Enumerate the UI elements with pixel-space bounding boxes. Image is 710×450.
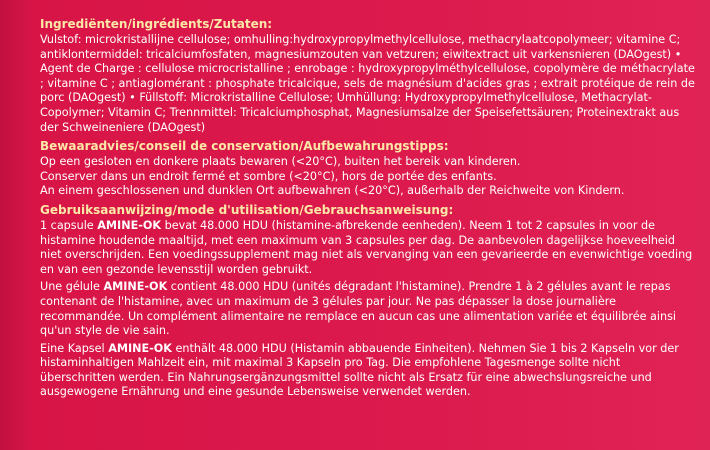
storage-heading: Bewaaradvies/conseil de conservation/Aufbewahrungstipps: [40, 139, 449, 154]
ingredients-text [40, 33, 696, 135]
usage-fr-post: contient 48.000 HDU (unités dégradant l'histamine). Prendre 1 à 2 gélules avant le repas contenant de l'histamine, avec un maximum de 3 gélules par jour. Ne pas dépasser la dose journalière recommandée. Un complément alimentaire ne remplace en aucun cas une alimentation variée et équilibrée ainsi qu'un style de vie sain. [40, 280, 677, 338]
usage-fr-pre: Une gélule [40, 280, 104, 294]
usage-heading: Gebruiksaanwijzing/mode d'utilisation/Gebrauchsanweisung: [40, 202, 454, 217]
ingredients-heading: Ingrediënten/ingrédients/Zutaten: [40, 17, 273, 31]
usage-nl-post: bevat 48.000 HDU (histamine-afbrekende eenheden). Neem 1 tot 2 capsules in voor de histamine houdende maaltijd, met een maximum van 3 capsules per dag. De aanbevolen dagelijkse hoeveelheid niet overschrijden. Een voedingssupplement mag niet als vervanging van een gevarieerde en evenwichtige voeding en van een gezonde levensstijl worden gebruikt. [40, 218, 693, 276]
usage-paragraph-fr [40, 280, 696, 338]
ingredients-section [40, 17, 696, 135]
usage-paragraph-nl [40, 219, 696, 277]
usage-paragraph-de [40, 342, 696, 400]
usage-section [40, 203, 696, 400]
storage-line-fr: Conserver dans un endroit fermé et sombre (<20°C), hors de portée des enfants. [40, 169, 497, 183]
brand-name: AMINE-OK [103, 280, 168, 294]
usage-nl-pre: 1 capsule [40, 218, 98, 232]
storage-section [40, 139, 696, 199]
usage-de-post: enthält 48.000 HDU (Histamin abbauende Einheiten). Nehmen Sie 1 bis 2 Kapseln vor der histaminhaltigen Mahlzeit ein, mit maximal 3 Kapseln pro Tag. Die empfohlene Tagesmenge sollte nicht überschritten werden. Ein Nahrungsergänzungsmittel sollte nicht als Ersatz für eine abwechslungsreiche und ausgewogene Ernährung und eine gesunde Lebensweise verwendet werden. [40, 341, 679, 399]
brand-name: AMINE-OK [108, 341, 172, 355]
usage-de-pre: Eine Kapsel [40, 341, 109, 355]
ingredients-lead: Vulstof: [40, 33, 82, 46]
box-edge [0, 0, 30, 450]
ingredients-body: microkristallijne cellulose; omhulling:hydroxypropylmethylcellulose, methacrylaatcopolymeer; vitamine C; antiklontermiddel: tricalciumfosfaten, magnesiumzouten van vetzuren; eiwitextract uit varkensnieren (DAOgest) • Agent de Charge : cellulose microcristalline ; enrobage : hydroxypropylméthylcellulose, copolymère de méthacrylate ; vitamine C ; antiaglomérant : phosphate tricalcique, sels de magnésium d'acides gras ; extrait protéique de rein de porc (DAOgest) • Füllstoff: Microkristalline Cellulose; Umhüllung: Hydroxypropylmethylcellulose, Methacrylat-Copolymer; Vitamin C; Trennmittel: Tricalciumphosphat, Magnesiumsalze der Speisefettsäuren; Proteinextrakt aus der Schweineniere (DAOgest) [40, 33, 695, 134]
storage-line-de: An einem geschlossenen und dunklen Ort aufbewahren (<20°C), außerhalb der Reichweite von Kindern. [40, 184, 625, 198]
storage-line-nl: Op een gesloten en donkere plaats bewaren (<20°C), buiten het bereik van kinderen. [40, 155, 521, 169]
brand-name: AMINE-OK [97, 218, 162, 232]
